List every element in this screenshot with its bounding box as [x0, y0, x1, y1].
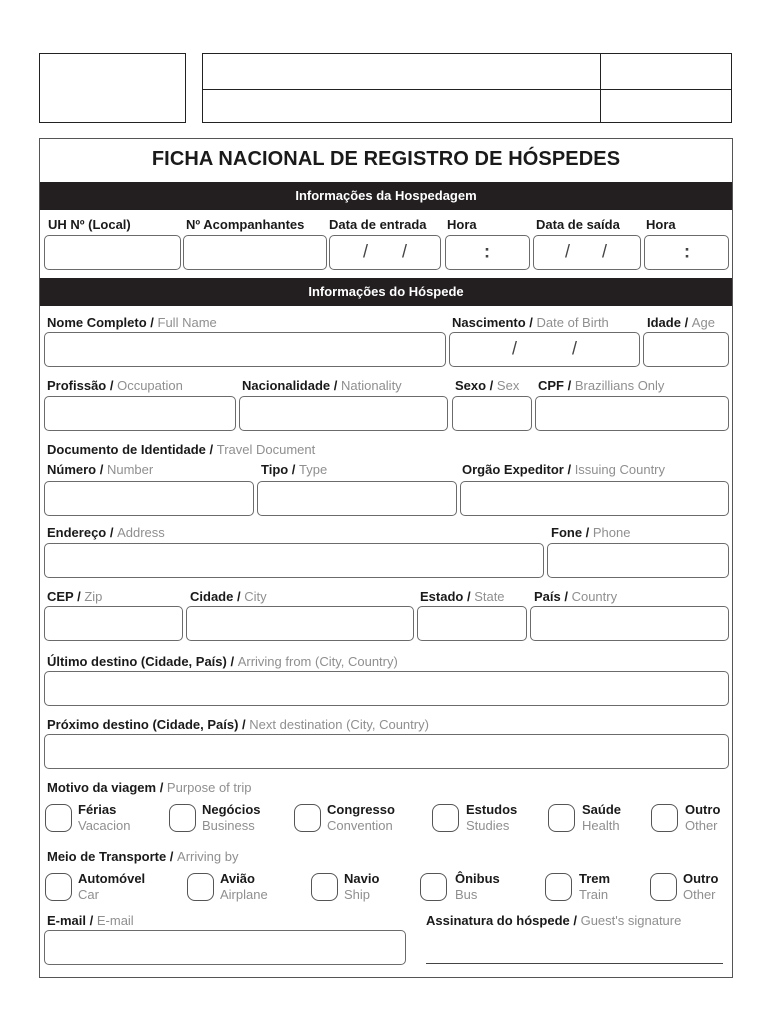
transport-checkbox-car[interactable] [45, 873, 72, 901]
age-field[interactable] [643, 332, 729, 367]
transport-option-car: Automóvel Car [78, 871, 146, 902]
label-sex: Sexo / Sex [455, 378, 520, 393]
sex-field[interactable] [452, 396, 532, 431]
time-separator: : [684, 240, 690, 261]
zip-field[interactable] [44, 606, 183, 641]
label-signature: Assinatura do hóspede / Guest's signature [426, 913, 682, 928]
phone-field[interactable] [547, 543, 729, 578]
form-title: FICHA NACIONAL DE REGISTRO DE HÓSPEDES [151, 148, 621, 170]
document-type-field[interactable] [257, 481, 457, 516]
label-purpose: Motivo da viagem / Purpose of trip [47, 780, 252, 795]
label-checkout-time: Hora [646, 217, 676, 232]
issuer-field[interactable] [460, 481, 729, 516]
transport-checkbox-train[interactable] [545, 873, 572, 901]
purpose-option-health: Saúde Health [582, 802, 622, 833]
last-destination-field[interactable] [44, 671, 729, 706]
logo-box [39, 53, 186, 123]
label-email: E-mail / E-mail [47, 913, 134, 928]
label-next-destination: Próximo destino (Cidade, País) / Next destination (City, Country) [47, 717, 429, 732]
header-table-divider [202, 89, 732, 90]
purpose-checkbox-other[interactable] [651, 804, 678, 832]
label-nationality: Nacionalidade / Nationality [242, 378, 402, 393]
date-separator: / [572, 337, 578, 358]
purpose-checkbox-vacation[interactable] [45, 804, 72, 832]
label-number: Número / Number [47, 462, 154, 477]
address-field[interactable] [44, 543, 544, 578]
label-transport: Meio de Transporte / Arriving by [47, 849, 239, 864]
purpose-option-business: Negócios Business [202, 802, 261, 833]
label-issuer: Orgão Expeditor / Issuing Country [462, 462, 666, 477]
checkout-date-field[interactable] [533, 235, 641, 270]
companions-field[interactable] [183, 235, 327, 270]
section-guest-header: Informações do Hóspede [40, 278, 732, 306]
purpose-option-other: Outro Other [685, 802, 721, 833]
next-destination-field[interactable] [44, 734, 729, 769]
occupation-field[interactable] [44, 396, 236, 431]
label-companions: Nº Acompanhantes [186, 217, 305, 232]
label-type: Tipo / Type [261, 462, 328, 477]
transport-checkbox-airplane[interactable] [187, 873, 214, 901]
label-last-destination: Último destino (Cidade, País) / Arriving from (City, Country) [47, 654, 398, 669]
email-field[interactable] [44, 930, 406, 965]
label-zip: CEP / Zip [47, 589, 103, 604]
label-occupation: Profissão / Occupation [47, 378, 183, 393]
country-field[interactable] [530, 606, 729, 641]
date-separator: / [565, 240, 571, 261]
label-state: Estado / State [420, 589, 505, 604]
checkin-date-field[interactable] [329, 235, 441, 270]
transport-option-bus: Ônibus Bus [455, 871, 500, 902]
transport-option-ship: Navio Ship [344, 871, 380, 902]
time-separator: : [484, 240, 490, 261]
purpose-option-vacation: Férias Vacacion [78, 802, 131, 833]
fullname-field[interactable] [44, 332, 446, 367]
purpose-option-studies: Estudos Studies [466, 802, 518, 833]
transport-option-airplane: Avião Airplane [220, 871, 268, 902]
label-cpf: CPF / Brazillians Only [538, 378, 665, 393]
purpose-checkbox-studies[interactable] [432, 804, 459, 832]
date-separator: / [512, 337, 518, 358]
label-birth: Nascimento / Date of Birth [452, 315, 609, 330]
label-checkin: Data de entrada [329, 217, 427, 232]
nationality-field[interactable] [239, 396, 448, 431]
city-field[interactable] [186, 606, 414, 641]
label-checkout: Data de saída [536, 217, 620, 232]
date-separator: / [363, 240, 369, 261]
label-phone: Fone / Phone [551, 525, 631, 540]
header-table [202, 53, 732, 123]
cpf-field[interactable] [535, 396, 729, 431]
transport-checkbox-other[interactable] [650, 873, 677, 901]
signature-line[interactable] [426, 963, 723, 964]
label-country: País / Country [534, 589, 618, 604]
date-separator: / [602, 240, 608, 261]
label-uh: UH Nº (Local) [48, 217, 131, 232]
purpose-checkbox-convention[interactable] [294, 804, 321, 832]
transport-checkbox-ship[interactable] [311, 873, 338, 901]
purpose-option-convention: Congresso Convention [327, 802, 395, 833]
label-city: Cidade / City [190, 589, 267, 604]
label-fullname: Nome Completo / Full Name [47, 315, 217, 330]
purpose-checkbox-health[interactable] [548, 804, 575, 832]
transport-option-other: Outro Other [683, 871, 719, 902]
checkin-time-field[interactable] [445, 235, 530, 270]
section-stay-header: Informações da Hospedagem [40, 182, 732, 210]
state-field[interactable] [417, 606, 527, 641]
label-age: Idade / Age [647, 315, 715, 330]
checkout-time-field[interactable] [644, 235, 729, 270]
transport-checkbox-bus[interactable] [420, 873, 447, 901]
uh-field[interactable] [44, 235, 181, 270]
document-number-field[interactable] [44, 481, 254, 516]
birth-field[interactable] [449, 332, 640, 367]
label-document: Documento de Identidade / Travel Document [47, 442, 316, 457]
transport-option-train: Trem Train [579, 871, 611, 902]
label-address: Endereço / Address [47, 525, 165, 540]
purpose-checkbox-business[interactable] [169, 804, 196, 832]
label-checkin-time: Hora [447, 217, 477, 232]
header-table-column-divider [600, 53, 601, 123]
date-separator: / [402, 240, 408, 261]
